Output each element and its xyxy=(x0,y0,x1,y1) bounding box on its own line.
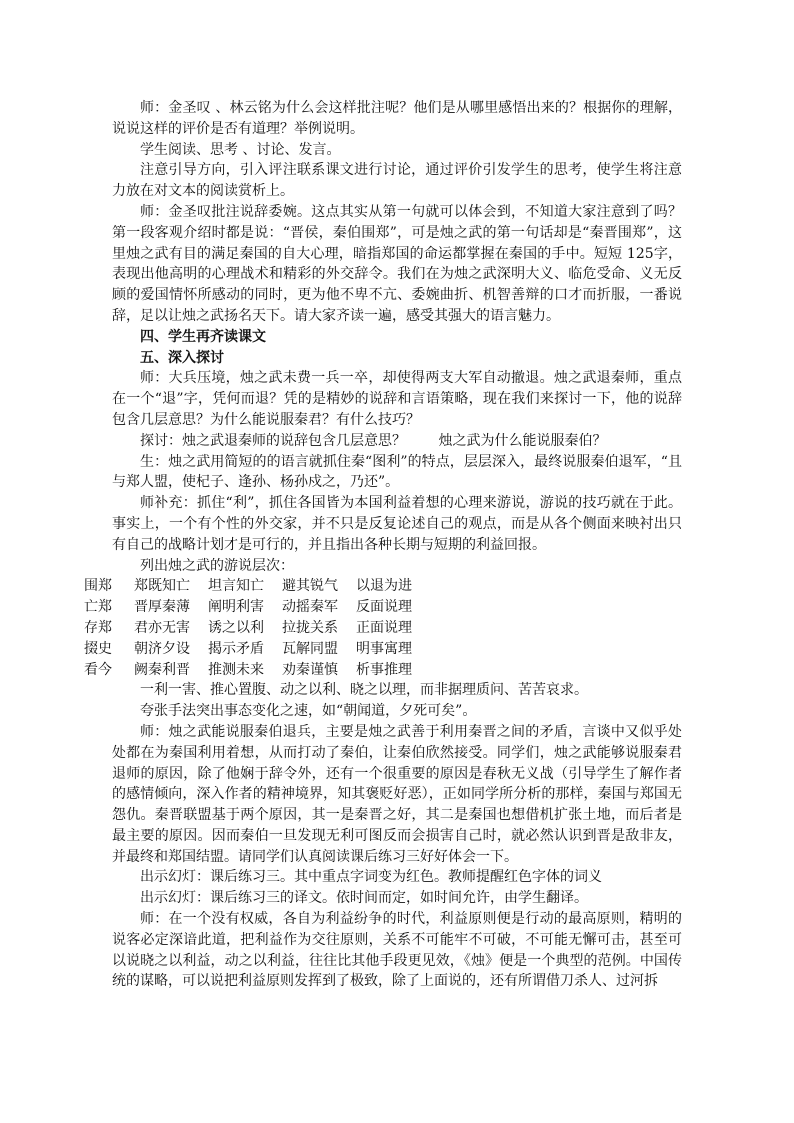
table-cell: 阙秦利晋 xyxy=(134,661,190,678)
table-cell: 存郑 xyxy=(84,619,112,636)
paragraph-student-answer: 生：烛之武用简短的的语言就抓住秦“图利”的特点，层层深入，最终说服秦伯退军，“且与郑人盟，使杞子、逢孙、杨孙戍之，乃还”。 xyxy=(112,453,682,491)
table-cell: 析事推理 xyxy=(356,661,412,678)
table-cell: 亡郑 xyxy=(84,599,112,616)
section-heading-4: 四、学生再齐读课文 xyxy=(140,328,266,345)
table-cell: 坦言知亡 xyxy=(208,578,264,595)
paragraph-activity: 学生阅读、思考 、讨论、发言。 xyxy=(140,141,341,158)
table-cell: 阐明利害 xyxy=(208,599,264,616)
table-cell: 推测未来 xyxy=(208,661,264,678)
paragraph-teacher-comment: 师：金圣叹批注说辞委婉。这点其实从第一句就可以体会到，不知道大家注意到了吗？第一段客观介绍时都是说：“晋侯，秦伯围郑”，可是烛之武的第一句话却是“秦晋围郑”，这里烛之武有目的满足秦国的自大心理，暗指郑国的命运都掌握在秦国的手中。短短 125字，表现出他高明的心理战术和精彩的外交辞令。我们在为烛之武深明大义、临危受命、义无反顾的爱国情怀所感动的同时，更为他不卑不亢、委婉曲折、机智善辩的口才而折服，一番说辞，足以让烛之武扬名天下。请大家齐读一遍，感受其强大的语言魅力。 xyxy=(112,203,682,324)
paragraph-guidance: 注意引导方向，引入评注联系课文进行讨论，通过评价引发学生的思考，使学生将注意力放在对文本的阅读赏析上。 xyxy=(112,162,682,200)
paragraph-teacher-supplement: 师补充：抓住“利”，抓住各国皆为本国利益着想的心理来游说，游说的技巧就在于此。事实上，一个有个性的外交家，并不只是反复论述自己的观点，而是从各个侧面来映衬出只有自己的战略计划才是可行的，并且指出各种长期与短期的利益回报。 xyxy=(112,495,682,553)
table-cell: 郑既知亡 xyxy=(134,578,190,595)
table-row xyxy=(84,618,682,639)
table-cell: 正面说理 xyxy=(356,619,412,636)
persuasion-levels-table xyxy=(84,576,682,680)
table-cell: 揭示矛盾 xyxy=(208,640,264,657)
table-row xyxy=(84,576,682,597)
section-heading-5: 五、深入探讨 xyxy=(140,349,224,366)
paragraph-teacher-conclusion: 师：在一个没有权威，各自为利益纷争的时代，利益原则便是行动的最高原则，精明的说客必定深谙此道，把利益作为交往原则，关系不可能牢不可破，不可能无懈可击，甚至可以说晓之以利益，动之以利益，往往比其他手段更见效，《烛》便是一个典型的范例。中国传统的谋略，可以说把利益原则发挥到了极致，除了上面说的，还有所谓借刀杀人、过河拆 xyxy=(112,911,682,990)
paragraph-technique-summary: 一利一害、推心置腹、动之以利、晓之以理，而非据理质问、苦苦哀求。 xyxy=(140,682,588,699)
table-cell: 以退为进 xyxy=(356,578,412,595)
paragraph-question: 师：金圣叹 、林云铭为什么会这样批注呢？他们是从哪里感悟出来的？根据你的理解，说说这样的评价是否有道理？举例说明。 xyxy=(112,100,682,137)
table-cell: 围郑 xyxy=(84,578,112,595)
table-cell: 看今 xyxy=(84,661,112,678)
table-row xyxy=(84,639,682,660)
paragraph-teacher-analysis: 师：烛之武能说服秦伯退兵，主要是烛之武善于利用秦晋之间的矛盾，言谈中又似乎处处都在为秦国利用着想，从而打动了秦伯，让秦伯欣然接受。同学们，烛之武能够说服秦君退师的原因，除了他娴于辞令外，还有一个很重要的原因是春秋无义战（引导学生了解作者的感情倾向，深入作者的精神境界，知其褒贬好恶），正如同学所分析的那样，秦国与郑国无怨仇。秦晋联盟基于两个原因，其一是秦晋之好，其二是秦国也想借机扩张土地，而后者是最主要的原因。因而秦伯一旦发现无利可图反而会损害自己时，就必然认识到晋是敌非友，并最终和郑国结盟。请同学们认真阅读课后练习三好好体会一下。 xyxy=(112,723,682,865)
paragraph-discussion-questions: 探讨：烛之武退秦师的说辞包含几层意思？ 烛之武为什么能说服秦伯？ xyxy=(140,432,607,449)
table-cell: 瓦解同盟 xyxy=(282,640,338,657)
paragraph-slide-translation: 出示幻灯：课后练习三的译文。依时间而定，如时间允许，由学生翻译。 xyxy=(140,890,588,907)
table-cell: 明事寓理 xyxy=(356,640,412,657)
table-row xyxy=(84,597,682,618)
table-cell: 君亦无害 xyxy=(134,619,190,636)
table-cell: 反面说理 xyxy=(356,599,412,616)
table-cell: 掇史 xyxy=(84,640,112,657)
table-cell: 动摇秦军 xyxy=(282,599,338,616)
text-section-bottom xyxy=(112,680,682,992)
table-cell: 晋厚秦薄 xyxy=(134,599,190,616)
document-page xyxy=(84,98,682,992)
paragraph-exaggeration: 夸张手法突出事态变化之速，如“朝闻道，夕死可矣”。 xyxy=(140,703,477,720)
table-cell: 朝济夕设 xyxy=(134,640,190,657)
table-cell: 拉拢关系 xyxy=(282,619,338,636)
table-row xyxy=(84,660,682,681)
table-cell: 避其锐气 xyxy=(282,578,338,595)
table-cell: 诱之以利 xyxy=(208,619,264,636)
paragraph-slide-exercise: 出示幻灯：课后练习三。其中重点字词变为红色。教师提醒红色字体的词义 xyxy=(140,869,602,886)
text-section-top xyxy=(112,98,682,576)
table-cell: 劝秦谨慎 xyxy=(282,661,338,678)
paragraph-levels-intro: 列出烛之武的游说层次： xyxy=(140,557,294,574)
paragraph-discussion-intro: 师：大兵压境，烛之武未费一兵一卒，却使得两支大军自动撤退。烛之武退秦师，重点在一个“退”字，凭何而退？凭的是精妙的说辞和言语策略，现在我们来探讨一下，他的说辞包含几层意思？为什么能说服秦君？有什么技巧？ xyxy=(112,370,682,428)
